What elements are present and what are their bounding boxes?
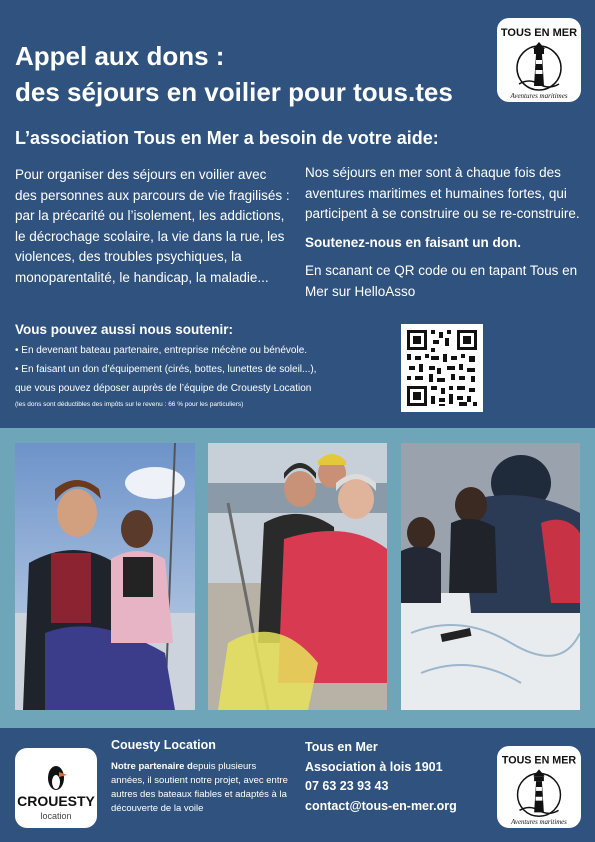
donate-cta: Soutenez-nous en faisant un don. — [305, 234, 521, 250]
svg-text:location: location — [40, 811, 72, 821]
intro-text: Pour organiser des séjours en voilier avec des personnes aux parcours de vie fragilisés : par la précarité ou l’isolement, les addictions, le décrochage scolaire, la vie dans la rue, les violences, des troubles psychiques, la monoparentalité, le handicap, la maladie... — [15, 167, 290, 285]
partner-desc-body: epuis plusieurs années, il soutient notre projet, avec entre autres des bateaux fiables et adaptés à la découverte de la voile — [111, 761, 288, 814]
crouesty-logo — [15, 748, 97, 828]
lighthouse-icon — [497, 746, 581, 828]
partner-desc-lead: Notre partenaire d — [111, 761, 193, 772]
svg-text:CROUESTY: CROUESTY — [17, 793, 95, 809]
qr-code-icon — [401, 324, 483, 412]
lighthouse-icon — [497, 18, 581, 102]
contact-email[interactable]: contact@tous-en-mer.org — [305, 798, 457, 813]
support-item: • En faisant un don d’équipement (cirés, bottes, lunettes de soleil...), — [15, 364, 317, 375]
svg-text:Aventures maritimes: Aventures maritimes — [510, 92, 568, 100]
right-column — [305, 163, 580, 302]
contact-association: Association à lois 1901 — [305, 759, 443, 774]
photo-crew-laughing — [208, 443, 387, 710]
partner-block — [111, 738, 291, 816]
sailing-photo-image — [15, 443, 195, 710]
qr-code[interactable] — [401, 324, 483, 412]
svg-text:TOUS EN MER: TOUS EN MER — [501, 754, 577, 767]
svg-text:TOUS EN MER: TOUS EN MER — [500, 27, 578, 39]
photo-sailors-on-deck — [15, 443, 195, 710]
title-line-1: Appel aux dons : — [15, 41, 225, 71]
tous-en-mer-logo — [497, 18, 581, 102]
crew-photo-image — [208, 443, 387, 710]
svg-text:Aventures maritimes: Aventures maritimes — [511, 819, 567, 827]
contact-phone[interactable]: 07 63 23 93 43 — [305, 779, 389, 793]
contact-name: Tous en Mer — [305, 740, 378, 754]
scan-instructions: En scanant ce QR code ou en tapant Tous en Mer sur HelloAsso — [305, 263, 578, 299]
support-heading: Vous pouvez aussi nous soutenir: — [15, 322, 234, 337]
tax-note: (les dons sont déductibles des impôts sur le revenu : 66 % pour les particuliers) — [15, 401, 244, 408]
tous-en-mer-logo-footer — [497, 746, 581, 828]
support-followup: que vous pouvez déposer auprès de l’équipe de Crouesty Location — [15, 383, 312, 394]
photo-map-reading — [401, 443, 580, 710]
section-subtitle: L’association Tous en Mer a besoin de votre aide: — [15, 128, 439, 148]
puffin-icon — [15, 748, 97, 828]
partner-description — [111, 760, 291, 816]
adventure-paragraph: Nos séjours en mer sont à chaque fois des aventures maritimes et humaines fortes, qui participent à se construire ou se re-construire. — [305, 165, 580, 221]
support-section — [15, 322, 390, 412]
contact-block — [305, 738, 457, 816]
map-photo-image — [401, 443, 580, 710]
partner-title: Couesty Location — [111, 738, 216, 752]
title-line-2: des séjours en voilier pour tous.tes — [15, 77, 453, 107]
support-item: • En devenant bateau partenaire, entreprise mécène ou bénévole. — [15, 345, 308, 356]
page-title — [15, 38, 453, 110]
